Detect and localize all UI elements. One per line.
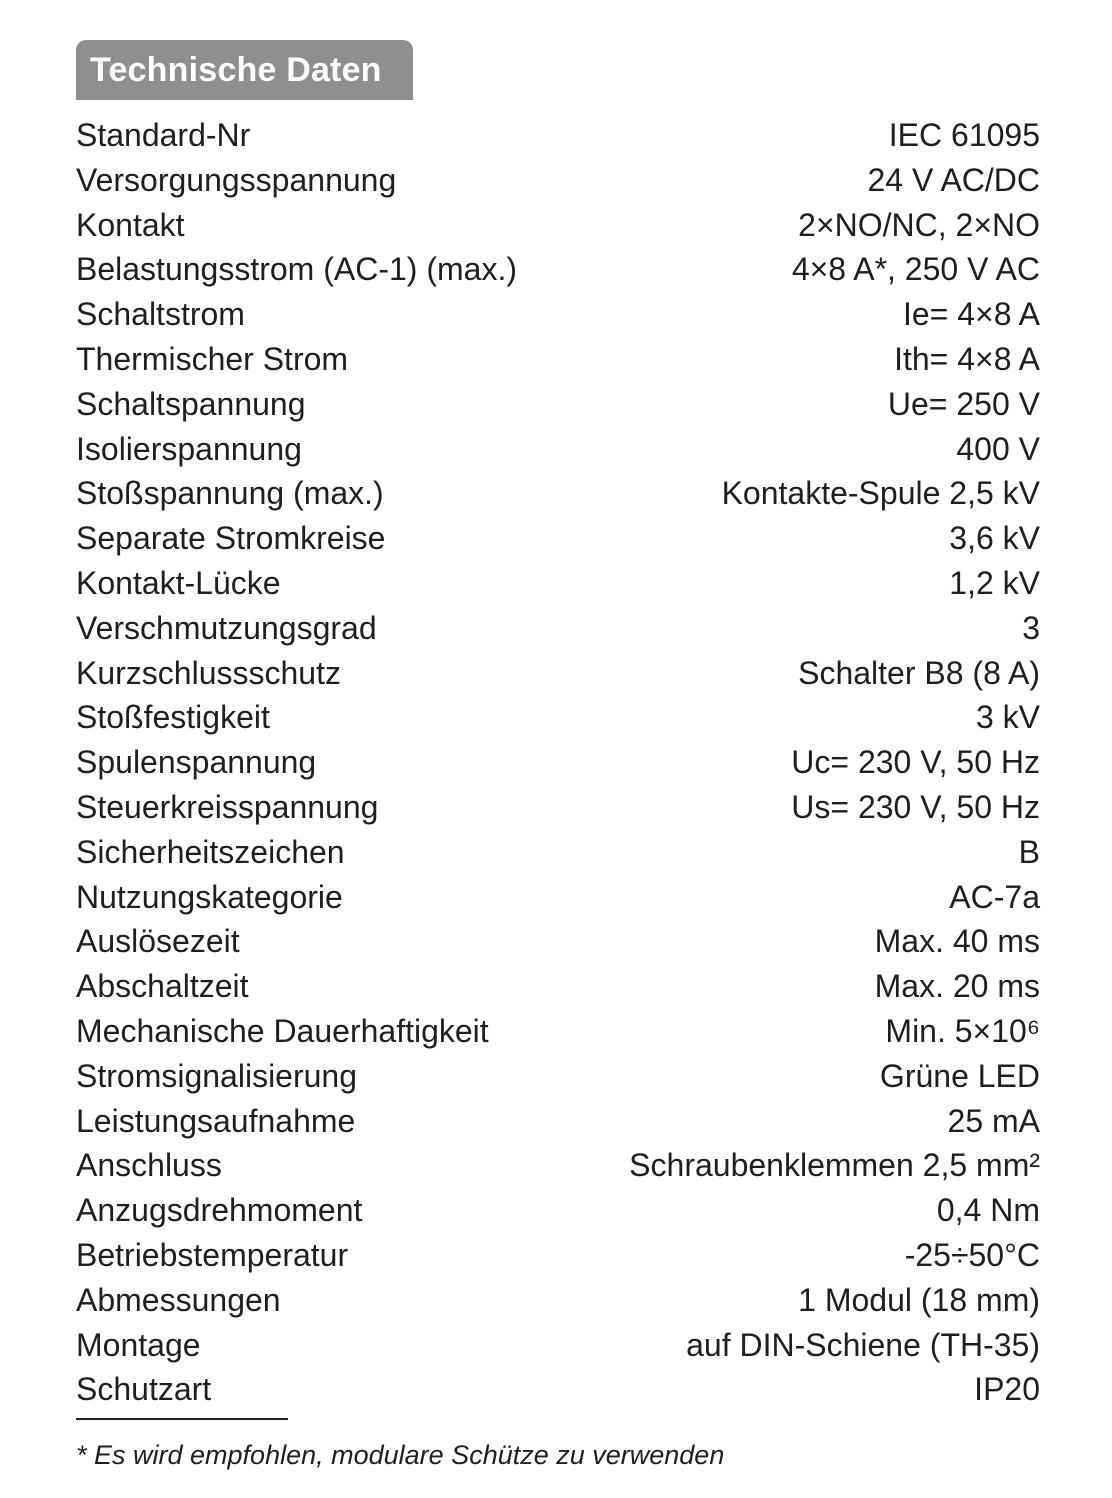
spec-row (76, 785, 1040, 830)
spec-label: Standard-Nr (76, 117, 251, 153)
spec-value: Us= 230 V, 50 Hz (791, 788, 1040, 825)
spec-row (76, 516, 1040, 561)
spec-value: 3 kV (975, 699, 1040, 736)
spec-label: Schaltspannung (76, 385, 306, 422)
spec-row (76, 830, 1040, 875)
spec-value: -25÷50°C (904, 1236, 1040, 1273)
spec-value: 2×NO/NC, 2×NO (798, 206, 1040, 243)
spec-label: Separate Stromkreise (76, 520, 386, 557)
spec-value: Ue= 250 V (887, 385, 1040, 422)
spec-row (76, 1054, 1040, 1099)
spec-value: 400 V (956, 430, 1040, 467)
spec-row (76, 1143, 1040, 1188)
spec-row (76, 1278, 1040, 1323)
spec-row (76, 875, 1040, 920)
spec-value: AC-7a (949, 878, 1040, 915)
spec-value: Uc= 230 V, 50 Hz (791, 744, 1040, 781)
spec-row (76, 203, 1040, 248)
spec-label: Abmessungen (76, 1281, 281, 1318)
spec-value: Schraubenklemmen 2,5 mm² (629, 1147, 1040, 1184)
spec-value: auf DIN-Schiene (TH-35) (686, 1326, 1040, 1363)
spec-value: 24 V AC/DC (867, 161, 1040, 198)
spec-row (76, 561, 1040, 606)
spec-label: Nutzungskategorie (76, 878, 343, 915)
section-title: Technische Daten (90, 50, 382, 89)
spec-label: Anzugsdrehmoment (76, 1192, 363, 1229)
spec-row (76, 382, 1040, 427)
spec-value: B (1018, 833, 1040, 870)
spec-value: 0,4 Nm (936, 1192, 1040, 1229)
spec-table (76, 113, 1040, 1412)
spec-label: Thermischer Strom (76, 340, 349, 377)
spec-label: Verschmutzungsgrad (76, 609, 377, 646)
spec-label: Montage (76, 1326, 201, 1363)
spec-label: Auslösezeit (76, 923, 240, 960)
spec-value: Max. 20 ms (874, 968, 1040, 1005)
spec-label: Kontakt (76, 206, 185, 243)
spec-row (76, 427, 1040, 472)
spec-label: Betriebstemperatur (76, 1236, 349, 1273)
spec-value: 25 mA (947, 1102, 1040, 1139)
spec-value: 3,6 kV (949, 520, 1040, 557)
spec-label: Stoßfestigkeit (76, 699, 270, 736)
spec-value: 1,2 kV (949, 564, 1040, 601)
spec-label: Schaltstrom (76, 296, 245, 333)
spec-value: IEC 61095 (888, 117, 1040, 153)
spec-label: Stromsignalisierung (76, 1057, 358, 1094)
spec-value: Ith= 4×8 A (894, 340, 1040, 377)
spec-row (76, 1099, 1040, 1144)
spec-label: Isolierspannung (76, 430, 302, 467)
spec-label: Kurzschlussschutz (76, 654, 341, 691)
spec-row (76, 471, 1040, 516)
spec-label: Steuerkreisspannung (76, 788, 379, 825)
spec-row (76, 740, 1040, 785)
spec-value: Ie= 4×8 A (902, 296, 1040, 333)
spec-label: Spulenspannung (76, 744, 317, 781)
spec-label: Leistungsaufnahme (76, 1102, 356, 1139)
spec-label: Mechanische Dauerhaftigkeit (76, 1012, 489, 1049)
spec-label: Schutzart (76, 1371, 212, 1408)
spec-label: Anschluss (76, 1147, 222, 1184)
spec-row (76, 1233, 1040, 1278)
spec-value: Kontakte-Spule 2,5 kV (721, 475, 1040, 512)
spec-label: Stoßspannung (max.) (76, 475, 384, 512)
spec-value: Min. 5×10⁶ (885, 1012, 1040, 1049)
section-header-badge (76, 40, 413, 100)
spec-row (76, 919, 1040, 964)
footnote-divider (76, 1418, 288, 1420)
spec-label: Sicherheitszeichen (76, 833, 345, 870)
spec-value: 1 Modul (18 mm) (798, 1281, 1040, 1318)
spec-row (76, 1188, 1040, 1233)
spec-row (76, 158, 1040, 203)
footnote-text: * Es wird empfohlen, modulare Schütze zu verwenden (76, 1440, 725, 1470)
spec-row (76, 651, 1040, 696)
spec-row (76, 606, 1040, 651)
spec-row (76, 337, 1040, 382)
spec-row (76, 964, 1040, 1009)
spec-row (76, 1323, 1040, 1368)
spec-value: 4×8 A*, 250 V AC (791, 251, 1040, 288)
spec-row (76, 1009, 1040, 1054)
spec-label: Belastungsstrom (AC-1) (max.) (76, 251, 517, 288)
spec-label: Versorgungsspannung (76, 161, 397, 198)
spec-label: Kontakt-Lücke (76, 564, 281, 601)
spec-row (76, 113, 1040, 158)
spec-row (76, 292, 1040, 337)
spec-row (76, 1367, 1040, 1412)
spec-value: 3 (1022, 609, 1040, 646)
spec-value: Grüne LED (879, 1057, 1040, 1094)
spec-label: Abschaltzeit (76, 968, 249, 1005)
spec-row (76, 695, 1040, 740)
spec-value: Schalter B8 (8 A) (798, 654, 1040, 691)
spec-value: Max. 40 ms (874, 923, 1040, 960)
spec-row (76, 247, 1040, 292)
spec-value: IP20 (974, 1371, 1040, 1408)
